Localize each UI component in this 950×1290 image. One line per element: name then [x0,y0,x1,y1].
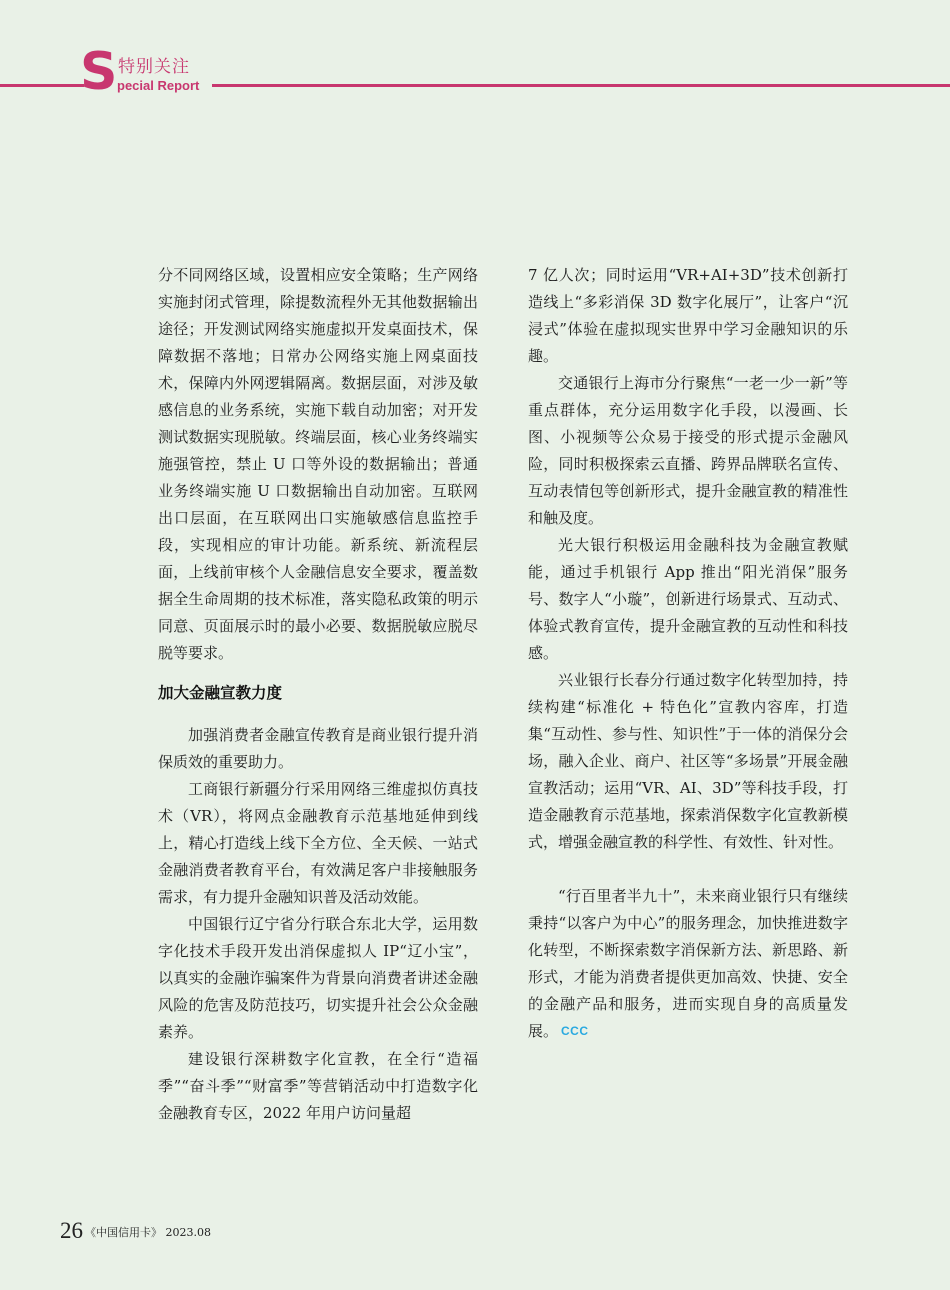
paragraph: 交通银行上海市分行聚焦“一老一少一新”等重点群体，充分运用数字化手段，以漫画、长图、小视频等公众易于接受的形式提示金融风险，同时积极探索云直播、跨界品牌联名宣传、互动表情包等创新形式，提升金融宣教的精准性和触及度。 [528,374,848,527]
section-heading: 加大金融宣教力度 [158,684,283,702]
paragraph: 中国银行辽宁省分行联合东北大学，运用数字化技术手段开发出消保虚拟人 IP“辽小宝”，以真实的金融诈骗案件为背景向消费者讲述金融风险的危害及防范技巧，切实提升社会公众金融素养。 [158,915,478,1041]
section-title-cn: 特别关注 [118,57,190,77]
paragraph-gap [528,856,848,883]
issue-date: 2023.08 [165,1226,211,1239]
paragraph: 分不同网络区域，设置相应安全策略；生产网络实施封闭式管理，除提数流程外无其他数据输出途径；开发测试网络实施虚拟开发桌面技术，保障数据不落地；日常办公网络实施上网桌面技术，保障内外网逻辑隔离。数据层面，对涉及敏感信息的业务系统，实施下载自动加密；对开发测试数据实现脱敏。终端层面，核心业务终端实施强管控，禁止 U 口等外设的数据输出；普通业务终端实施 U 口数据输出自动加密。互联网出口层面，在互联网出口实施敏感信息监控手段，实现相应的审计功能。新系统、新流程层面，上线前审核个人金融信息安全要求，覆盖数据全生命周期的技术标准，落实隐私政策的明示同意、页面展示时的最小必要、数据脱敏应脱尽脱等要求。 [158,266,478,662]
paragraph: 7 亿人次；同时运用“VR+AI+3D”技术创新打造线上“多彩消保 3D 数字化展厅”，让客户“沉浸式”体验在虚拟现实世界中学习金融知识的乐趣。 [528,266,848,365]
closing-paragraph [528,883,848,1045]
paragraph: 兴业银行长春分行通过数字化转型加持，持续构建“标准化 + 特色化”宣教内容库，打造集“互动性、参与性、知识性”于一体的消保分会场，融入企业、商户、社区等“多场景”开展金融宣教活动；运用“VR、AI、3D”等科技手段，打造金融教育示范基地，探索消保数字化宣教新模式，增强金融宣教的科学性、有效性、针对性。 [528,671,848,851]
section-logo-letter: S [80,42,118,102]
left-column [158,262,478,1127]
magazine-name: 《中国信用卡》 [85,1226,162,1239]
header-rule-left [0,84,84,87]
page-number: 26 [60,1218,83,1243]
paragraph: 工商银行新疆分行采用网络三维虚拟仿真技术（VR），将网点金融教育示范基地延伸到线上，精心打造线上线下全方位、全天候、一站式金融消费者教育平台，有效满足客户非接触服务需求，有力提升金融知识普及活动效能。 [158,780,478,906]
right-column [528,262,848,1045]
paragraph: 加强消费者金融宣传教育是商业银行提升消保质效的重要助力。 [158,726,478,771]
page-footer [60,1219,211,1245]
closing-text: “行百里者半九十”，未来商业银行只有继续秉持“以客户为中心”的服务理念，加快推进数字化转型，不断探索数字消保新方法、新思路、新形式，才能为消费者提供更加高效、快捷、安全的金融产品和服务，进而实现自身的高质量发展。 [528,887,848,1040]
section-title-en: pecial Report [117,78,200,93]
header-rule-right [212,84,950,87]
end-mark-logo: CCC [561,1024,589,1038]
paragraph: 建设银行深耕数字化宣教，在全行“造福季”“奋斗季”“财富季”等营销活动中打造数字化金融教育专区，2022 年用户访问量超 [158,1050,478,1122]
paragraph: 光大银行积极运用金融科技为金融宣教赋能，通过手机银行 App 推出“阳光消保”服务号、数字人“小璇”，创新进行场景式、互动式、体验式教育宣传，提升金融宣教的互动性和科技感。 [528,536,848,662]
